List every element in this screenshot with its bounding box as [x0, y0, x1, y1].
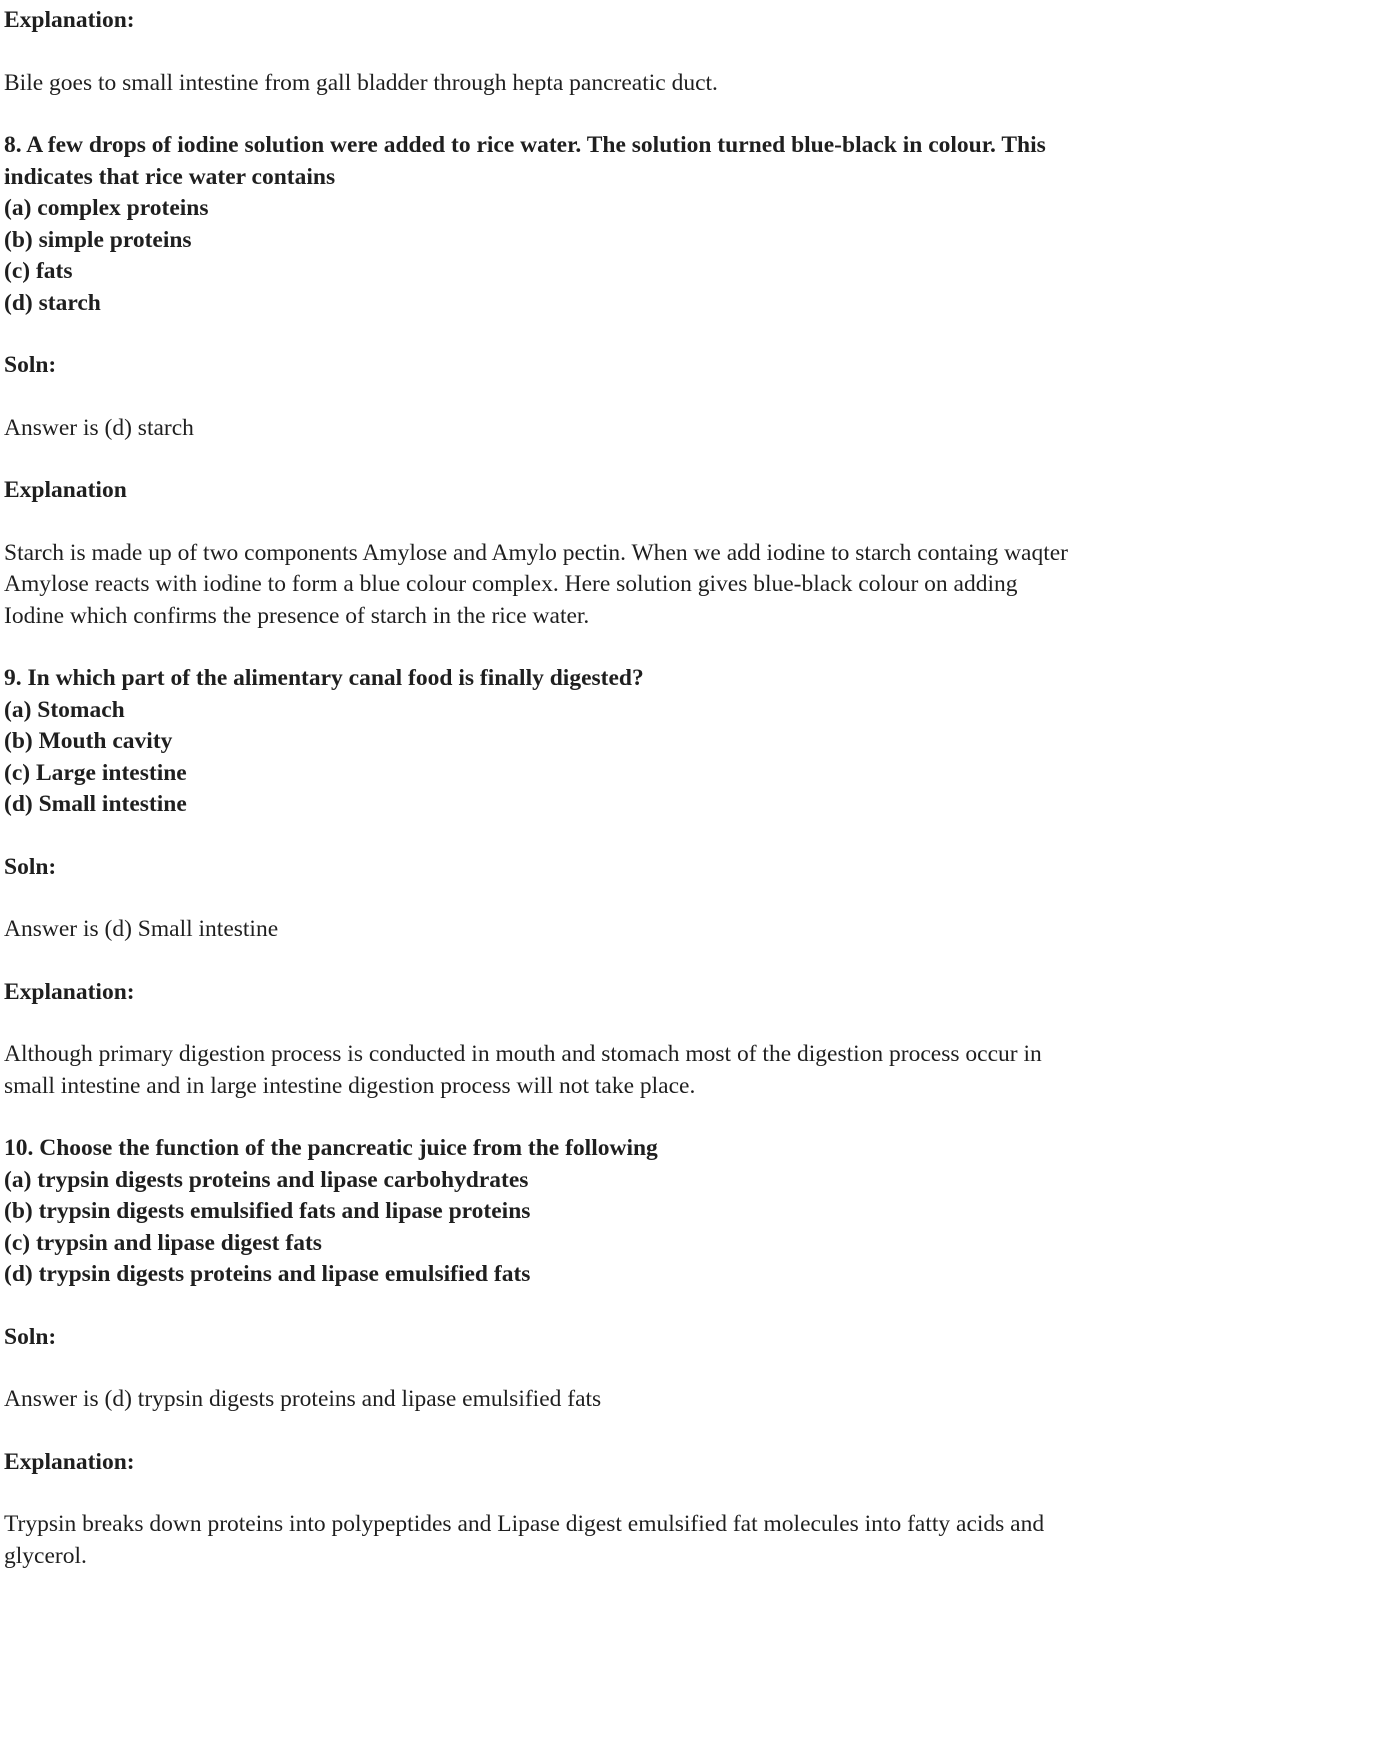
question-9	[4, 663, 1378, 821]
answer-paragraph	[4, 914, 1378, 946]
answer-line: Answer is (d) Small intestine	[4, 916, 279, 942]
question-10-text: 10. Choose the function of the pancreatic juice from the following	[4, 1135, 658, 1161]
explanation-paragraph	[4, 1509, 1378, 1572]
question-10-option-c: (c) trypsin and lipase digest fats	[4, 1229, 322, 1256]
explanation-paragraph	[4, 538, 1378, 633]
question-9-option-a: (a) Stomach	[4, 696, 125, 723]
explanation-paragraph	[4, 1039, 1378, 1102]
paragraph-line: Iodine which confirms the presence of starch in the rice water.	[4, 602, 590, 629]
question-9-option-b: (b) Mouth cavity	[4, 728, 173, 754]
explanation-heading: Explanation	[4, 477, 127, 503]
answer-paragraph	[4, 413, 1378, 445]
explanation-heading: Explanation:	[4, 7, 135, 33]
paragraph-line: Bile goes to small intestine from gall bladder through hepta pancreatic duct.	[4, 69, 718, 96]
question-8-option-d: (d) starch	[4, 289, 101, 316]
paragraph-line: Starch is made up of two components Amylose and Amylo pectin. When we add iodine to starch containg waqter	[4, 539, 1069, 566]
question-9-option-c: (c) Large intestine	[4, 759, 187, 786]
question-9-option-d: (d) Small intestine	[4, 791, 187, 817]
paragraph-line: Trypsin breaks down proteins into polypeptides and Lipase digest emulsified fat molecules into fatty acids and	[4, 1511, 1045, 1537]
question-8-option-c: (c) fats	[4, 258, 73, 284]
paragraph-line: small intestine and in large intestine digestion process will not take place.	[4, 1072, 696, 1099]
question-10	[4, 1133, 1378, 1291]
paragraph-line: Amylose reacts with iodine to form a blue colour complex. Here solution gives blue-black colour on adding	[4, 571, 1018, 597]
answer-line: Answer is (d) trypsin digests proteins and lipase emulsified fats	[4, 1386, 602, 1412]
explanation-heading: Explanation:	[4, 1448, 135, 1475]
question-10-option-a: (a) trypsin digests proteins and lipase carbohydrates	[4, 1166, 529, 1193]
explanation-paragraph	[4, 68, 1378, 100]
question-9-text: 9. In which part of the alimentary canal food is finally digested?	[4, 665, 644, 691]
question-8	[4, 130, 1378, 319]
question-8-option-b: (b) simple proteins	[4, 226, 192, 253]
soln-heading: Soln:	[4, 853, 57, 880]
soln-heading: Soln:	[4, 1323, 57, 1350]
question-8-text-line-1: 8. A few drops of iodine solution were added to rice water. The solution turned blue-black in colour. This	[4, 132, 1046, 158]
question-10-option-b: (b) trypsin digests emulsified fats and lipase proteins	[4, 1198, 531, 1224]
soln-heading: Soln:	[4, 352, 57, 378]
question-8-text-line-2: indicates that rice water contains	[4, 163, 336, 190]
paragraph-line: glycerol.	[4, 1542, 87, 1569]
paragraph-line: Although primary digestion process is conducted in mouth and stomach most of the digestion process occur in	[4, 1041, 1042, 1067]
answer-paragraph	[4, 1384, 1378, 1416]
explanation-heading: Explanation:	[4, 978, 135, 1005]
question-8-option-a: (a) complex proteins	[4, 195, 209, 221]
question-10-option-d: (d) trypsin digests proteins and lipase emulsified fats	[4, 1261, 531, 1287]
answer-line: Answer is (d) starch	[4, 414, 194, 441]
